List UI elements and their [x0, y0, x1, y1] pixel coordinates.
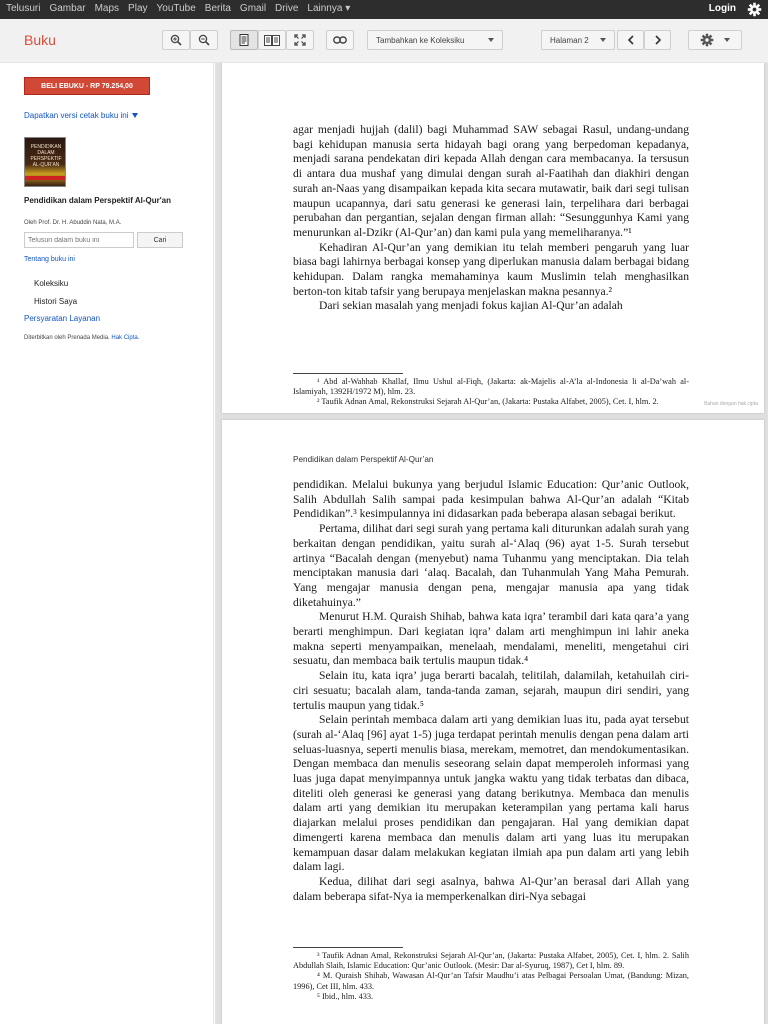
link-button[interactable] [326, 30, 354, 50]
search-button[interactable]: Cari [137, 232, 183, 248]
two-page-icon [264, 35, 280, 46]
fullscreen-icon [294, 34, 306, 46]
chevron-down-icon [488, 38, 494, 42]
book-title: Pendidikan dalam Perspektif Al-Qur'an [24, 196, 171, 205]
single-page-view-button[interactable] [230, 30, 258, 50]
zoom-in-button[interactable] [162, 30, 190, 50]
previous-page-button[interactable] [617, 30, 644, 50]
login-link[interactable]: Login [708, 3, 736, 14]
page2-footnotes [293, 951, 689, 1002]
chevron-down-icon [600, 38, 606, 42]
publisher-text: Diterbitkan oleh Prenada Media. [24, 335, 110, 341]
paragraph: Kehadiran Al-Qur’an yang demikian itu telah memberi pengaruh yang luar biasa bagi lahirnya berbagai konsep yang diperlukan manusia dalam berbagai bidang kehidupan. Dalam rangka memahaminya kaum Muslimin telah menghasilkan berton-ton kitab tafsir yang berupaya menjelaskan makna pesannya.² [293, 240, 689, 298]
paragraph: Menurut H.M. Quraish Shihab, bahwa kata iqra’ terambil dari kata qara’a yang berarti menghimpun. Dari kegiatan iqra’ dalam arti menghimpun ini lahir aneka makna seperti menyampaikan, menelaah, mendalami, meneliti, mengetahui ciri sesuatu, dan membaca baik tertulis maupun tidak.⁴ [293, 610, 689, 668]
nav-gambar[interactable]: Gambar [49, 3, 86, 14]
paragraph: Pertama, dilihat dari segi surah yang pertama kali diturunkan adalah surah yang berkaitan dengan pendidikan, yaitu surah al-‘Alaq (96) ayat 1-5. Surah tersebut artinya “Bacalah dengan (menyebut) nama Tuhanmu yang menciptakan. Dia telah menciptakan manusia dari ‘alaq. Bacalah, dan Tuhanmulah Yang Maha Pemurah. Yang mengajar manusia dengan pena, mengajar manusia apa yang tidak diketahuinya.” [293, 522, 689, 609]
paragraph: Dari sekian masalah yang menjadi fokus kajian Al-Qur’an adalah [319, 299, 623, 313]
settings-gear-icon[interactable] [747, 2, 762, 17]
my-history-link[interactable]: Histori Saya [34, 297, 78, 306]
page1-body [293, 123, 689, 314]
cover-title-text: PENDIDIKAN DALAM PERSPEKTIF AL-QUR'AN [30, 144, 62, 168]
about-book-link[interactable]: Tentang buku ini [24, 256, 75, 263]
zoom-out-button[interactable] [190, 30, 218, 50]
nav-gmail[interactable]: Gmail [239, 3, 267, 14]
my-collection-link[interactable]: Koleksiku [34, 279, 69, 288]
book-page-1 [222, 63, 764, 413]
zoom-in-icon [170, 34, 182, 46]
footnote: ² Taufik Adnan Amal, Rekonstruksi Sejarah Al-Qur’an, (Jakarta: Pustaka Alfabet, 2005), Cet. I, hlm. 2. [317, 397, 659, 407]
google-nav [6, 3, 350, 14]
copyright-watermark: Bahan dengan hak cipta [704, 401, 758, 407]
gear-icon [700, 33, 714, 47]
page-select-dropdown[interactable] [541, 30, 615, 50]
buy-ebook-button[interactable]: BELI EBUKU - RP 79.254,00 [24, 77, 150, 95]
paragraph: Selain perintah membaca dalam arti yang demikian luas itu, pada ayat tersebut (surah al-‘Alaq [96] ayat 1-5) juga terdapat perintah menulis dengan pena dalam arti seluas-luasnya, seperti menulis biasa, merekam, memotret, dan mendokumentasikan. Dengan membaca dan menulis seseorang selain dapat memperoleh informasi yang luas juga dapat menyimpannya untuk jangka waktu yang tidak terbatas dan dibaca, diteliti oleh generasi ke generasi yang datang berikutnya. Membaca dan menulis dalam arti yang demikian itu merupakan keterampilan yang pertama kali harus diajarkan melalui proses pendidikan dan pengajaran. Hal yang demikian dapat dimengerti karena membaca dan menulis dalam arti yang luas itu merupakan kemampuan dasar dalam melakukan kegiatan ilmiah apa pun dalam arti yang lebih dalam lagi. [293, 713, 689, 874]
print-version-link[interactable] [24, 111, 138, 120]
next-page-button[interactable] [644, 30, 671, 50]
book-viewer[interactable] [215, 63, 768, 1024]
footnote: ⁵ Ibid., hlm. 433. [317, 991, 374, 1001]
chevron-right-icon [654, 35, 662, 45]
running-head: Pendidikan dalam Perspektif Al-Qur’an [293, 455, 434, 464]
footnote-divider [293, 947, 403, 948]
page-select-label: Halaman 2 [550, 35, 589, 45]
books-header [0, 19, 768, 63]
cover-red-band [25, 176, 65, 180]
footnote-divider [293, 373, 403, 374]
two-page-view-button[interactable] [258, 30, 286, 50]
add-to-collection-label: Tambahkan ke Koleksiku [376, 35, 465, 45]
page1-footnotes [293, 377, 689, 408]
add-to-collection-button[interactable] [367, 30, 503, 50]
nav-youtube[interactable]: YouTube [156, 3, 196, 14]
nav-maps[interactable]: Maps [94, 3, 120, 14]
nav-lainnya[interactable]: Lainnya ▾ [307, 3, 351, 14]
footnote: ¹ Abd al-Wahhab Khallaf, Ilmu Ushul al-Fiqh, (Jakarta: ak-Majelis al-A’la al-Indonesia li al-Da’wah al-Islamiyah, 1392H/1972 M), hlm. 23. [293, 377, 689, 397]
nav-telusuri[interactable]: Telusuri [6, 3, 41, 14]
paragraph: Selain itu, kata iqra’ juga berarti bacalah, telitilah, dalamilah, ketahuilah ciri-ciri sesuatu; bacalah alam, tanda-tanda zaman, sejarah, maupun diri sendiri, yang tertulis maupun yang tidak.⁵ [293, 669, 689, 712]
copyright-link[interactable]: Hak Cipta. [111, 335, 140, 341]
page2-body [293, 478, 689, 904]
print-version-label: Dapatkan versi cetak buku ini [24, 111, 129, 120]
paragraph: pendidikan. Melalui bukunya yang berjudul Islamic Education: Qur’anic Outlook, Salih Abdullah Salih sampai pada kesimpulan bahwa Al-Qur’an adalah “Kitab Pendidikan”.³ kesimpulannya ini didasarkan pada beberapa alasan sebagai berikut. [293, 478, 689, 521]
chevron-left-icon [627, 35, 635, 45]
paragraph: Kedua, dilihat dari segi asalnya, bahwa Al-Qur’an berasal dari Allah yang dalam beberapa sifat-Nya ia memperkenalkan diri-Nya sebagai [293, 874, 689, 903]
zoom-out-icon [198, 34, 210, 46]
chevron-down-icon [724, 38, 730, 42]
google-bar [0, 0, 768, 19]
paragraph: agar menjadi hujjah (dalil) bagi Muhammad SAW sebagai Rasul, undang-undang bagi kehidupan manusia serta hidayah bagi orang yang berpedoman kepadanya, menjadi sarana pendekatan diri kepada Allah dengan cara membacanya. Ia tersusun di antara dua mushaf yang dimulai dengan surah al-Faatihah dan diakhiri dengan surah an-Naas yang disampaikan kepada kita secara mutawatir, baik dari segi tulisan maupun ucapannya, dari satu generasi ke generasi lain, terpelihara dari berbagai perubahan dan pergantian, sejalan dengan firman allah: “Sesunggunhya Kami yang menurunkan al-Dzikr (Al-Qur’an) dan kami pula yang memeliharanya.”¹ [293, 123, 689, 239]
terms-of-service-link[interactable]: Persyaratan Layanan [24, 314, 101, 323]
nav-drive[interactable]: Drive [275, 3, 299, 14]
book-page-2 [222, 420, 764, 1024]
footnote: ³ Taufik Adnan Amal, Rekonstruksi Sejarah Al-Qur’an, (Jakarta: Pustaka Alfabet, 2005), Cet. I, hlm. 2. Salih Abdullah Slaih, Islamic Education: Qur’anic Outlook. (Mesir: Dar al-Syuruq, 1987), Cet I, hlm. 89. [293, 951, 689, 971]
fullscreen-button[interactable] [286, 30, 314, 50]
single-page-icon [239, 34, 249, 46]
book-cover-thumbnail[interactable] [24, 137, 66, 187]
link-icon [333, 36, 347, 44]
nav-berita[interactable]: Berita [204, 3, 231, 14]
footnote: ⁴ M. Quraish Shihab, Wawasan Al-Qur’an Tafsir Maudhu’i atas Pelbagai Persoalan Umat, (Bandung: Mizan, 1996), Cet III, hlm. 433. [293, 971, 689, 991]
publisher-info [24, 335, 139, 341]
book-author: Oleh Prof. Dr. H. Abuddin Nata, M.A. [24, 220, 122, 226]
books-brand[interactable]: Buku [24, 32, 56, 48]
triangle-down-icon [132, 113, 138, 118]
search-in-book-input[interactable] [24, 232, 134, 248]
book-sidebar [0, 63, 214, 1024]
settings-dropdown[interactable] [688, 30, 742, 50]
nav-play[interactable]: Play [128, 3, 148, 14]
